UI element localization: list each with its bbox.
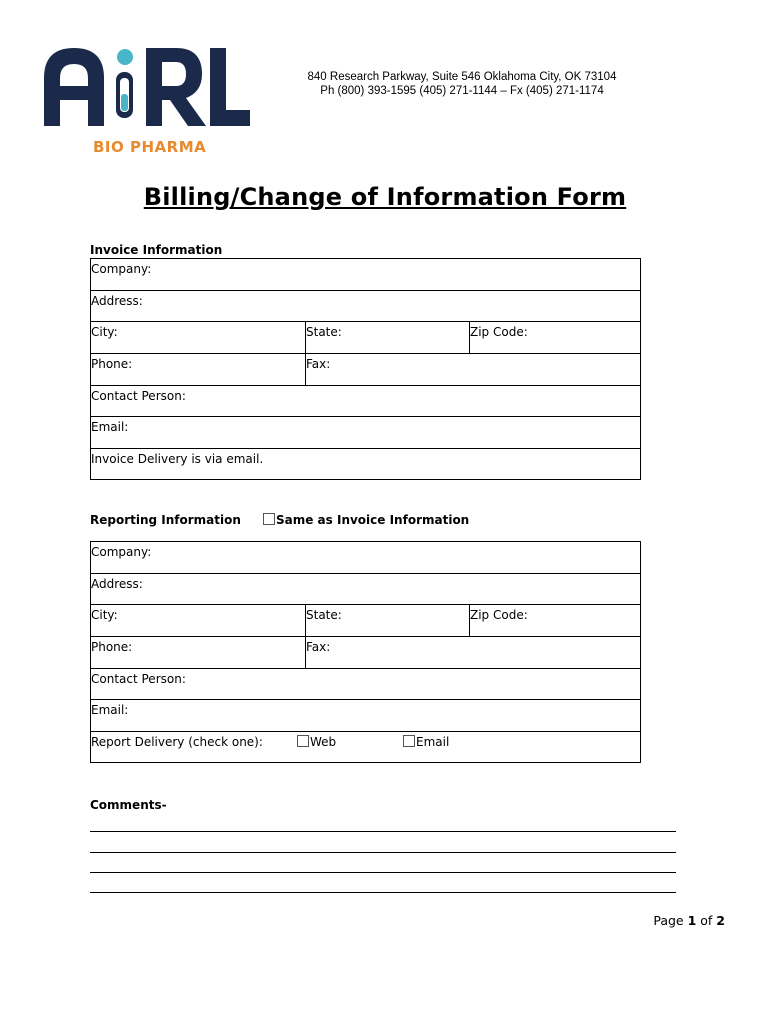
reporting-phone-label: Phone: <box>91 640 133 655</box>
address-line: 840 Research Parkway, Suite 546 Oklahoma City, OK 73104 <box>307 71 617 83</box>
reporting-address-label: Address: <box>91 576 143 591</box>
invoice-company-row[interactable] <box>91 259 640 291</box>
phone-line: Ph (800) 393-1595 (405) 271-1144 – Fx (405) 271-1174 <box>320 85 604 97</box>
reporting-contact-label: Contact Person: <box>91 671 186 686</box>
page-title: Billing/Change of Information Form <box>143 183 627 211</box>
invoice-city-row[interactable] <box>91 322 640 354</box>
invoice-delivery-row <box>91 449 640 481</box>
reporting-address-row[interactable] <box>91 574 640 606</box>
reporting-heading: Reporting Information <box>90 513 241 527</box>
reporting-email-row[interactable] <box>91 700 640 732</box>
delivery-email-option[interactable] <box>403 732 449 764</box>
delivery-web-option[interactable] <box>297 732 336 764</box>
invoice-address-label: Address: <box>91 293 143 308</box>
invoice-contact-row[interactable] <box>91 386 640 418</box>
invoice-city-label: City: <box>91 325 118 340</box>
same-as-invoice-checkbox[interactable] <box>263 513 275 525</box>
reporting-fax-label: Fax: <box>305 637 330 668</box>
invoice-phone-row[interactable] <box>91 354 640 386</box>
report-delivery-row <box>91 732 640 764</box>
reporting-company-row[interactable] <box>91 542 640 574</box>
reporting-city-label: City: <box>91 608 118 623</box>
same-as-invoice-label: Same as Invoice Information <box>276 513 470 527</box>
page-number <box>653 913 725 928</box>
web-label: Web <box>310 735 337 750</box>
invoice-fax-label: Fax: <box>305 354 330 385</box>
reporting-email-label: Email: <box>91 703 129 718</box>
reporting-phone-row[interactable] <box>91 637 640 669</box>
reporting-city-row[interactable] <box>91 605 640 637</box>
same-as-invoice-option[interactable] <box>263 513 469 527</box>
total-pages: 2 <box>716 913 725 928</box>
current-page: 1 <box>687 913 697 928</box>
invoice-state-label: State: <box>305 322 342 353</box>
invoice-email-row[interactable] <box>91 417 640 449</box>
reporting-contact-row[interactable] <box>91 669 640 701</box>
invoice-address-row[interactable] <box>91 291 640 323</box>
comment-line[interactable] <box>90 852 676 853</box>
email-label: Email <box>416 735 450 750</box>
comment-line[interactable] <box>90 872 676 873</box>
invoice-table <box>90 258 641 480</box>
invoice-email-label: Email: <box>91 420 129 435</box>
comments-heading: Comments- <box>90 798 167 812</box>
reporting-company-label: Company: <box>91 545 152 559</box>
email-checkbox[interactable] <box>403 735 415 747</box>
invoice-phone-label: Phone: <box>91 357 133 372</box>
of-word: of <box>696 913 717 928</box>
invoice-company-label: Company: <box>91 262 152 276</box>
invoice-contact-label: Contact Person: <box>91 388 186 403</box>
reporting-table <box>90 541 641 763</box>
reporting-state-label: State: <box>305 605 342 636</box>
comment-line[interactable] <box>90 831 676 832</box>
invoice-zip-label: Zip Code: <box>469 322 528 353</box>
reporting-zip-label: Zip Code: <box>469 605 528 636</box>
comment-line[interactable] <box>90 892 676 893</box>
page-word: Page <box>653 913 688 928</box>
web-checkbox[interactable] <box>297 735 309 747</box>
report-delivery-label: Report Delivery (check one): <box>91 735 263 750</box>
invoice-delivery-note: Invoice Delivery is via email. <box>91 452 264 467</box>
logo-subtitle: BIO PHARMA <box>93 138 207 156</box>
invoice-heading: Invoice Information <box>90 243 223 257</box>
